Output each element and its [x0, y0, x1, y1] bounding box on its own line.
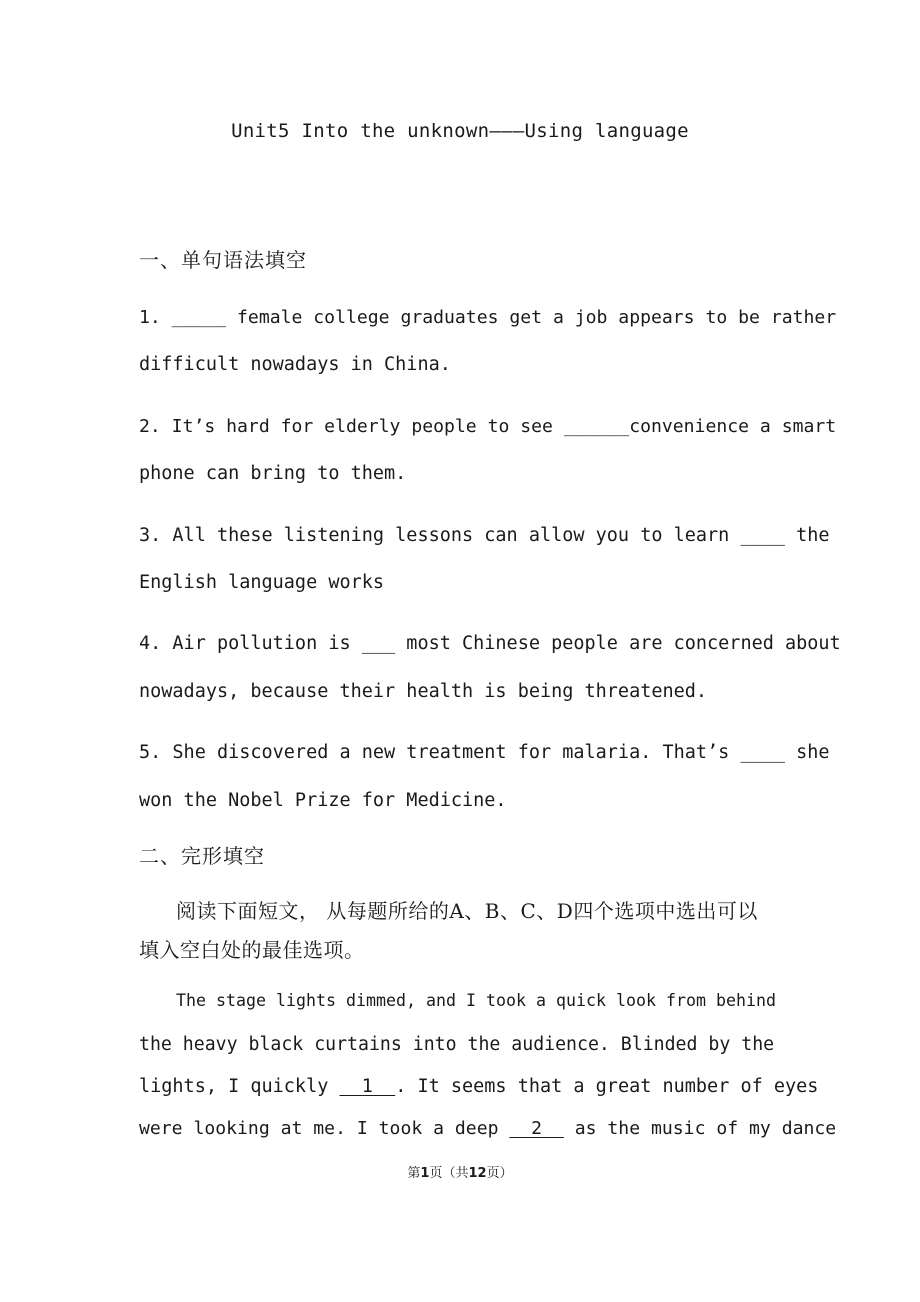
passage-line-1: The stage lights dimmed, and I took a quick look from behind	[176, 991, 776, 1010]
question-2-line-1: 2. It’s hard for elderly people to see ______convenience a smart	[139, 416, 837, 437]
question-5-line-1: 5. She discovered a new treatment for malaria. That’s ____ she	[139, 742, 830, 763]
footer-middle: 页（共	[429, 1166, 469, 1181]
cloze-blank-1: 1	[339, 1076, 396, 1097]
passage-line-4	[139, 1120, 844, 1138]
question-3-line-2: English language works	[139, 572, 385, 593]
footer-total-pages: 12	[468, 1166, 487, 1181]
passage-line-4-end: as the music of my dance	[563, 1118, 837, 1139]
page-title: Unit5 Into the unknown———Using language	[231, 120, 689, 142]
passage-line-2: the heavy black curtains into the audience. Blinded by the	[139, 1034, 775, 1055]
passage-line-4-start: were looking at me. I took a deep	[139, 1118, 510, 1139]
footer-prefix: 第	[407, 1166, 421, 1181]
question-5-line-2: won the Nobel Prize for Medicine.	[139, 790, 507, 811]
page-footer	[0, 1162, 920, 1181]
instruction-line-1: 阅读下面短文， 从每题所给的A、B、C、D四个选项中选出可以	[176, 899, 758, 923]
question-4-line-1: 4. Air pollution is ___ most Chinese people are concerned about	[139, 633, 841, 654]
passage-line-3-start: lights, I quickly	[139, 1076, 340, 1097]
cloze-blank-2: 2	[509, 1118, 564, 1139]
question-1-line-2: difficult nowadays in China.	[139, 354, 451, 375]
section-heading-cloze: 二、完形填空	[139, 844, 265, 868]
instruction-line-2: 填入空白处的最佳选项。	[139, 938, 365, 962]
footer-suffix: 页）	[486, 1166, 513, 1181]
question-4-line-2: nowadays, because their health is being threatened.	[139, 681, 708, 702]
question-3-line-1: 3. All these listening lessons can allow you to learn ____ the	[139, 525, 830, 546]
question-1-line-1: 1. _____ female college graduates get a job appears to be rather	[139, 307, 837, 328]
passage-line-3-end: . It seems that a great number of eyes	[395, 1076, 819, 1097]
question-2-line-2: phone can bring to them.	[139, 463, 407, 484]
section-heading-grammar: 一、单句语法填空	[139, 248, 307, 272]
passage-line-3	[139, 1078, 844, 1097]
footer-page-number: 1	[420, 1166, 430, 1181]
